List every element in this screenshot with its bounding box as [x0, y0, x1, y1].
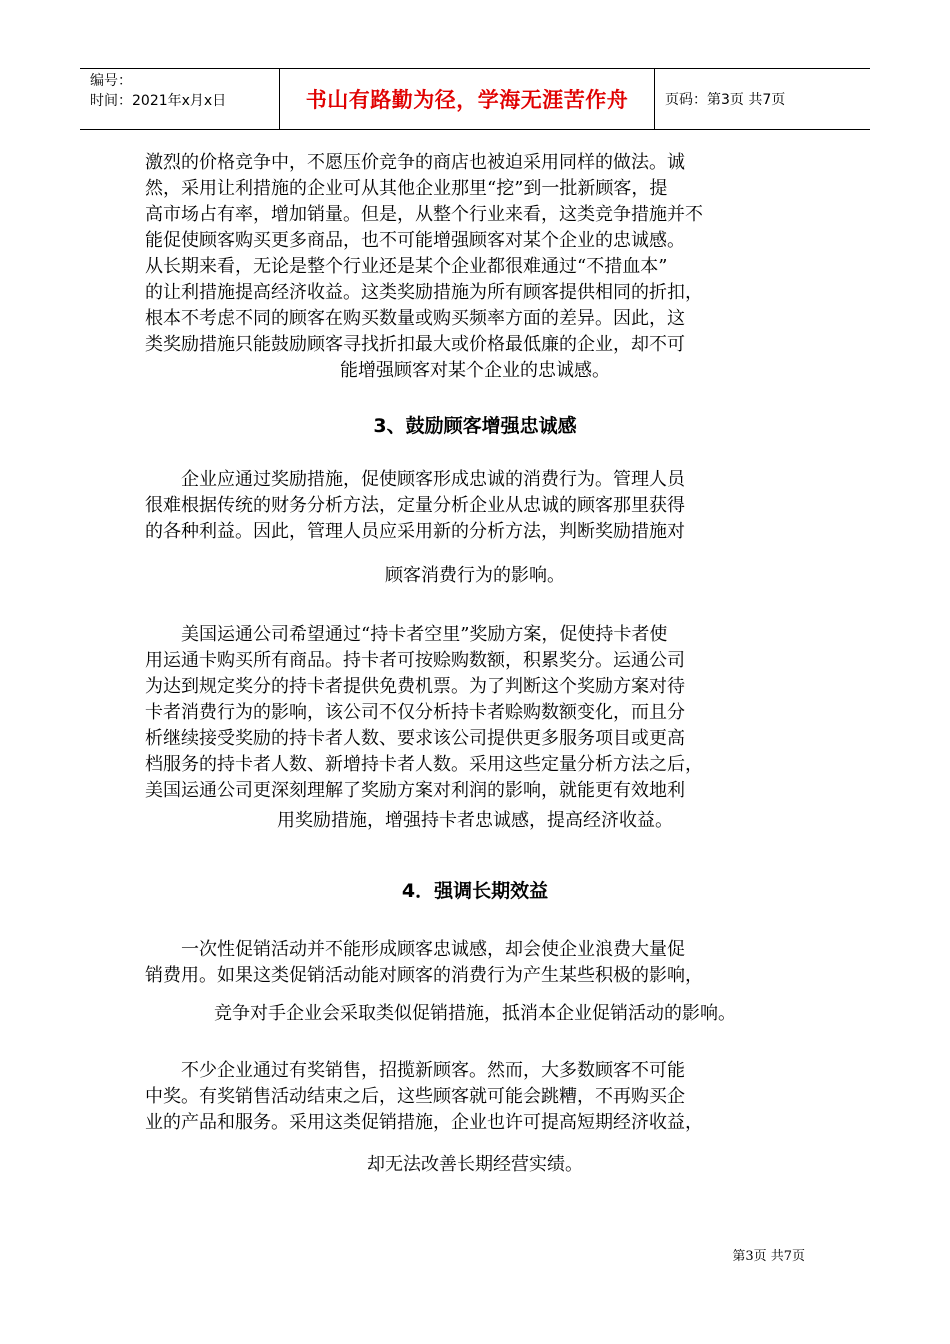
paragraph-line: 为达到规定奖分的持卡者提供免费机票。为了判断这个奖励方案对待 — [145, 676, 685, 697]
paragraph-5 — [145, 1058, 805, 1136]
paragraph-3-last-line: 用奖励措施，增强持卡者忠诚感，提高经济收益。 — [277, 810, 673, 831]
paragraph-4 — [145, 937, 805, 989]
paragraph-line: 从长期来看，无论是整个行业还是某个企业都很难通过“不措血本” — [145, 256, 668, 277]
paragraph-line: 一次性促销活动并不能形成顾客忠诚感，却会使企业浪费大量促 — [145, 939, 685, 960]
paragraph-line: 不少企业通过有奖销售，招揽新顾客。然而，大多数顾客不可能 — [145, 1060, 685, 1081]
paragraph-line: 美国运通公司更深刻理解了奖励方案对利润的影响，就能更有效地利 — [145, 780, 685, 801]
paragraph-line: 业的产品和服务。采用这类促销措施，企业也许可提高短期经济收益， — [145, 1112, 703, 1133]
time-label: 时间：2021年x月x日 — [90, 93, 227, 109]
header-page-code: 页码：第3页 共7页 — [665, 92, 786, 108]
paragraph-line: 中奖。有奖销售活动结束之后，这些顾客就可能会跳糟，不再购买企 — [145, 1086, 685, 1107]
paragraph-line: 销费用。如果这类促销活动能对顾客的消费行为产生某些积极的影响， — [145, 965, 703, 986]
paragraph-1-last-line: 能增强顾客对某个企业的忠诚感。 — [340, 360, 610, 381]
paragraph-line: 的各种利益。因此，管理人员应采用新的分析方法，判断奖励措施对 — [145, 521, 685, 542]
paragraph-2 — [145, 467, 805, 545]
paragraph-line: 能促使顾客购买更多商品，也不可能增强顾客对某个企业的忠诚感。 — [145, 230, 685, 251]
page-header — [80, 68, 870, 130]
paragraph-line: 然，采用让利措施的企业可从其他企业那里“挖”到一批新顾客，提 — [145, 178, 668, 199]
paragraph-3 — [145, 622, 805, 804]
header-meta — [80, 69, 280, 129]
paragraph-line: 很难根据传统的财务分析方法，定量分析企业从忠诚的顾客那里获得 — [145, 495, 685, 516]
section-heading-4: 4．强调长期效益 — [401, 880, 549, 902]
paragraph-line: 类奖励措施只能鼓励顾客寻找折扣最大或价格最低廉的企业，却不可 — [145, 334, 685, 355]
paragraph-line: 用运通卡购买所有商品。持卡者可按赊购数额，积累奖分。运通公司 — [145, 650, 685, 671]
paragraph-line: 激烈的价格竞争中，不愿压价竞争的商店也被迫采用同样的做法。诚 — [145, 152, 685, 173]
header-motto: 书山有路勤为径，学海无涯苦作舟 — [280, 69, 655, 129]
paragraph-line: 高市场占有率，增加销量。但是，从整个行业来看，这类竞争措施并不 — [145, 204, 703, 225]
section-heading-3: 3、鼓励顾客增强忠诚感 — [373, 415, 577, 437]
paragraph-1 — [145, 150, 805, 358]
paragraph-line: 的让利措施提高经济收益。这类奖励措施为所有顾客提供相同的折扣， — [145, 282, 703, 303]
paragraph-2-last-line: 顾客消费行为的影响。 — [385, 565, 565, 586]
paragraph-line: 析继续接受奖励的持卡者人数、要求该公司提供更多服务项目或更高 — [145, 728, 685, 749]
paragraph-line: 美国运通公司希望通过“持卡者空里”奖励方案，促使持卡者使 — [145, 624, 668, 645]
paragraph-line: 根本不考虑不同的顾客在购买数量或购买频率方面的差异。因此，这 — [145, 308, 685, 329]
page-footer: 第3页 共7页 — [732, 1249, 805, 1264]
paragraph-line: 卡者消费行为的影响，该公司不仅分析持卡者赊购数额变化，而且分 — [145, 702, 685, 723]
paragraph-4-last-line: 竞争对手企业会采取类似促销措施，抵消本企业促销活动的影响。 — [214, 1003, 736, 1024]
doc-number-label: 编号： — [90, 73, 132, 89]
paragraph-line: 档服务的持卡者人数、新增持卡者人数。采用这些定量分析方法之后， — [145, 754, 703, 775]
paragraph-line: 企业应通过奖励措施，促使顾客形成忠诚的消费行为。管理人员 — [145, 469, 685, 490]
paragraph-5-last-line: 却无法改善长期经营实绩。 — [367, 1154, 583, 1175]
